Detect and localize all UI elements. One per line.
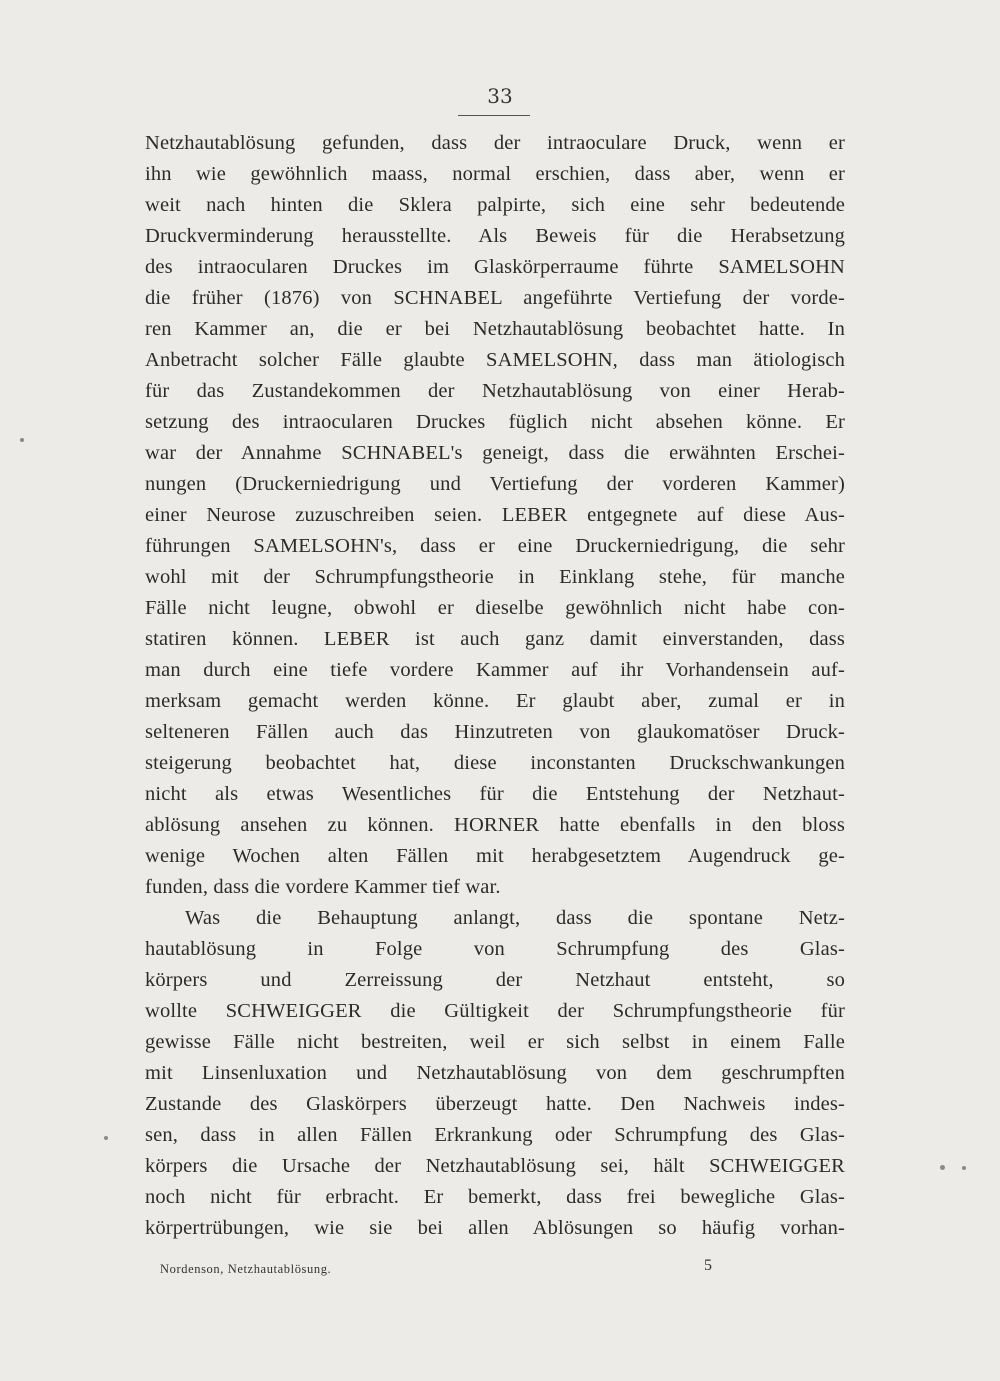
text-line: des intraocularen Druckes im Glaskörperraume führte SAMELSOHN	[145, 256, 845, 278]
paper-speck	[962, 1166, 966, 1170]
paper-speck	[940, 1165, 945, 1170]
text-line: für das Zustandekommen der Netzhautablösung von einer Herab-	[145, 380, 845, 402]
text-line: Druckverminderung herausstellte. Als Beweis für die Herabsetzung	[145, 225, 845, 247]
text-line: mit Linsenluxation und Netzhautablösung von dem geschrumpften	[145, 1062, 845, 1084]
text-line: hautablösung in Folge von Schrumpfung des Glas-	[145, 938, 845, 960]
page-number: 33	[487, 84, 513, 108]
page-number-rule	[458, 115, 530, 116]
text-line: ihn wie gewöhnlich maass, normal erschien, dass aber, wenn er	[145, 163, 845, 185]
text-line: wenige Wochen alten Fällen mit herabgesetztem Augendruck ge-	[145, 845, 845, 867]
text-line: merksam gemacht werden könne. Er glaubt aber, zumal er in	[145, 690, 845, 712]
body-text	[145, 128, 845, 1244]
text-line: gewisse Fälle nicht bestreiten, weil er sich selbst in einem Falle	[145, 1031, 845, 1053]
paper-speck	[20, 438, 24, 442]
text-line: Anbetracht solcher Fälle glaubte SAMELSOHN, dass man ätiologisch	[145, 349, 845, 371]
text-line: steigerung beobachtet hat, diese inconstanten Druckschwankungen	[145, 752, 845, 774]
text-line: man durch eine tiefe vordere Kammer auf ihr Vorhandensein auf-	[145, 659, 845, 681]
paragraph-first-line: Was die Behauptung anlangt, dass die spontane Netz-	[185, 907, 845, 929]
text-line: Zustande des Glaskörpers überzeugt hatte. Den Nachweis indes-	[145, 1093, 845, 1115]
text-line: war der Annahme SCHNABEL's geneigt, dass die erwähnten Erschei-	[145, 442, 845, 464]
text-line: einer Neurose zuzuschreiben seien. LEBER entgegnete auf diese Aus-	[145, 504, 845, 526]
text-line: körpertrübungen, wie sie bei allen Ablösungen so häufig vorhan-	[145, 1217, 845, 1239]
text-line: körpers die Ursache der Netzhautablösung sei, hält SCHWEIGGER	[145, 1155, 845, 1177]
text-line: wollte SCHWEIGGER die Gültigkeit der Schrumpfungstheorie für	[145, 1000, 845, 1022]
text-line: führungen SAMELSOHN's, dass er eine Druckerniedrigung, die sehr	[145, 535, 845, 557]
footer-sheet-number: 5	[704, 1257, 712, 1274]
text-line: ren Kammer an, die er bei Netzhautablösung beobachtet hatte. In	[145, 318, 845, 340]
text-line: Netzhautablösung gefunden, dass der intraoculare Druck, wenn er	[145, 132, 845, 154]
text-line: nungen (Druckerniedrigung und Vertiefung der vorderen Kammer)	[145, 473, 845, 495]
text-line: Fälle nicht leugne, obwohl er dieselbe gewöhnlich nicht habe con-	[145, 597, 845, 619]
text-line: selteneren Fällen auch das Hinzutreten von glaukomatöser Druck-	[145, 721, 845, 743]
text-line: sen, dass in allen Fällen Erkrankung oder Schrumpfung des Glas-	[145, 1124, 845, 1146]
text-line: weit nach hinten die Sklera palpirte, sich eine sehr bedeutende	[145, 194, 845, 216]
text-line: körpers und Zerreissung der Netzhaut entsteht, so	[145, 969, 845, 991]
paragraph-last-line: funden, dass die vordere Kammer tief war.	[145, 876, 501, 898]
text-line: wohl mit der Schrumpfungstheorie in Einklang stehe, für manche	[145, 566, 845, 588]
text-line: nicht als etwas Wesentliches für die Entstehung der Netzhaut-	[145, 783, 845, 805]
footer-signature: Nordenson, Netzhautablösung.	[160, 1262, 332, 1276]
text-line: ablösung ansehen zu können. HORNER hatte ebenfalls in den bloss	[145, 814, 845, 836]
text-line: die früher (1876) von SCHNABEL angeführte Vertiefung der vorde-	[145, 287, 845, 309]
paper-speck	[104, 1136, 108, 1140]
text-line: setzung des intraocularen Druckes füglich nicht absehen könne. Er	[145, 411, 845, 433]
text-line: statiren können. LEBER ist auch ganz damit einverstanden, dass	[145, 628, 845, 650]
text-line: noch nicht für erbracht. Er bemerkt, dass frei bewegliche Glas-	[145, 1186, 845, 1208]
